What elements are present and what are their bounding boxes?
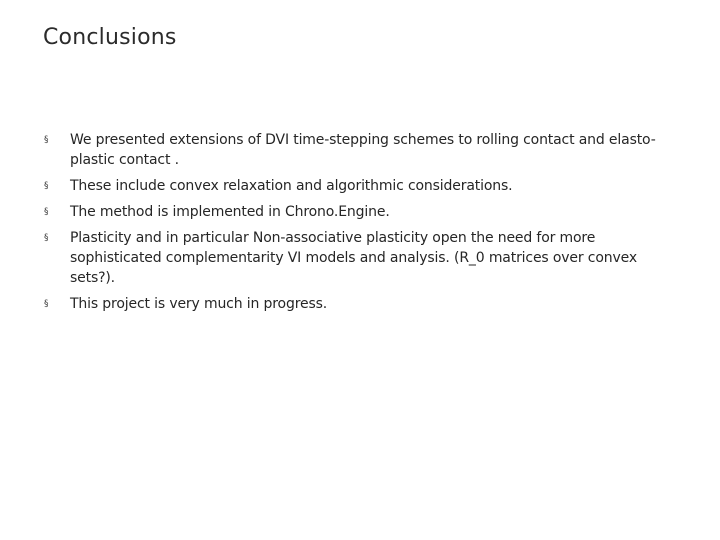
slide-title: Conclusions bbox=[43, 25, 177, 50]
bullet-marker-icon: § bbox=[44, 135, 49, 145]
bullet-text: Plasticity and in particular Non-associative plasticity open the need for more sophisticated complementarity VI models and analysis. (R_0 matrices over convex sets?). bbox=[70, 230, 637, 286]
bullet-list bbox=[44, 130, 684, 320]
bullet-text: This project is very much in progress. bbox=[70, 296, 328, 312]
bullet-item-3 bbox=[44, 202, 684, 222]
bullet-item-1 bbox=[44, 130, 684, 170]
bullet-item-4 bbox=[44, 228, 684, 288]
bullet-item-5 bbox=[44, 294, 684, 314]
bullet-marker-icon: § bbox=[44, 207, 49, 217]
bullet-marker-icon: § bbox=[44, 233, 49, 243]
bullet-text: We presented extensions of DVI time-stepping schemes to rolling contact and elasto-plastic contact . bbox=[70, 132, 656, 168]
bullet-text: These include convex relaxation and algorithmic considerations. bbox=[70, 178, 513, 194]
bullet-item-2 bbox=[44, 176, 684, 196]
bullet-text: The method is implemented in Chrono.Engine. bbox=[70, 204, 390, 220]
bullet-marker-icon: § bbox=[44, 299, 49, 309]
bullet-marker-icon: § bbox=[44, 181, 49, 191]
